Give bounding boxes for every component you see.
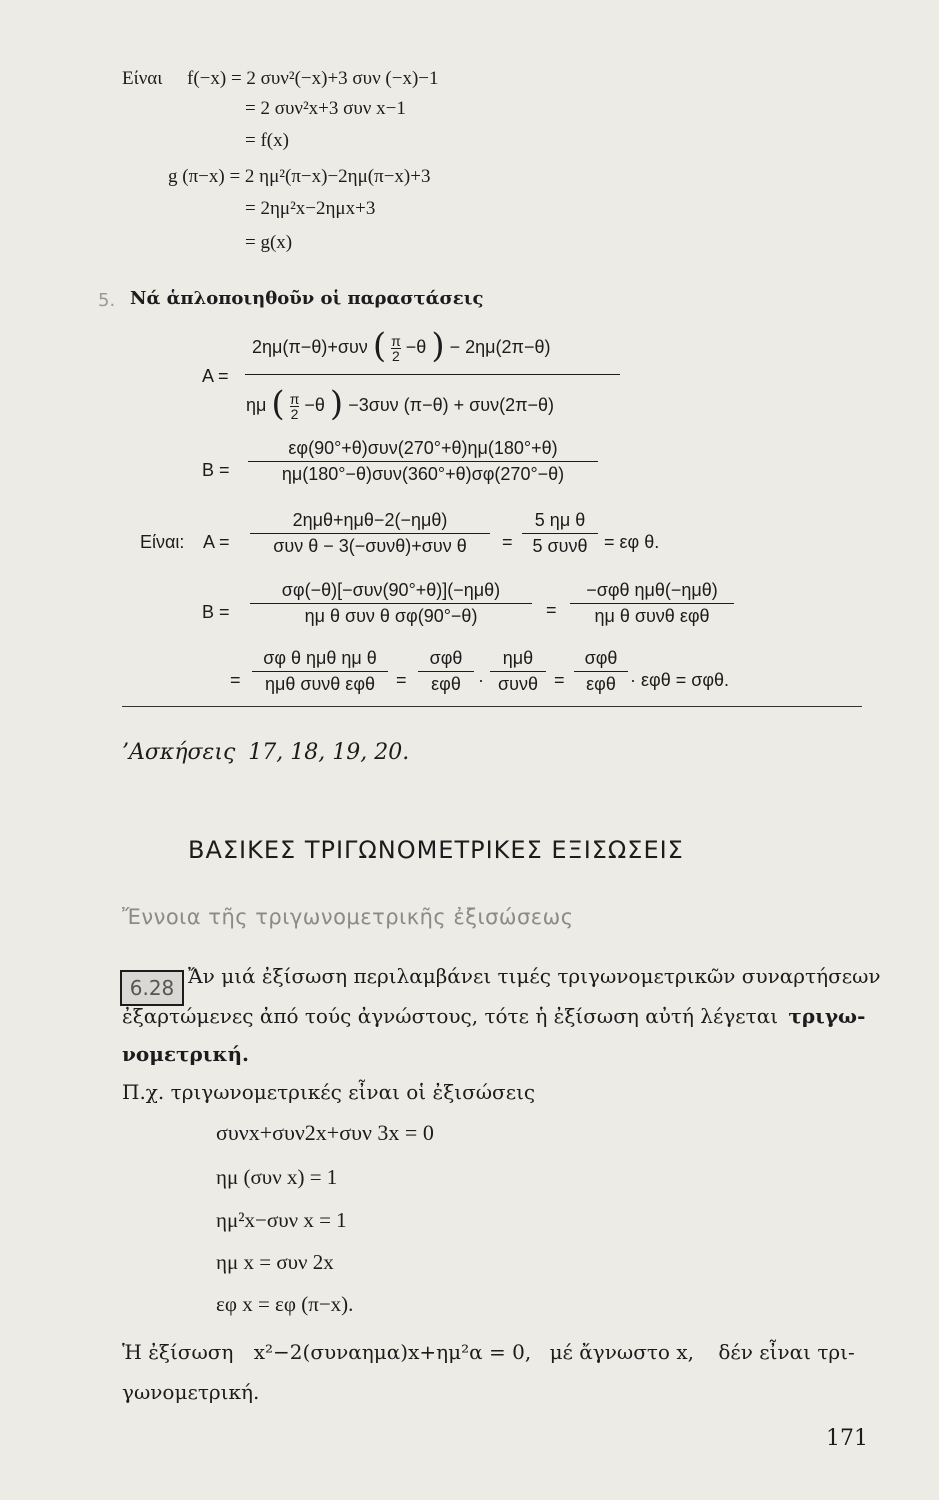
exprB-bar: [248, 461, 598, 462]
section-title: ΒΑΣΙΚΕΣ ΤΡΙΓΩΝΟΜΕΤΡΙΚΕΣ ΕΞΙΣΩΣΕΙΣ: [188, 836, 684, 864]
solA-f1-den: συν θ − 3(−συνθ)+συν θ: [273, 536, 467, 556]
block1-line3: = f(x): [245, 130, 289, 151]
solA-label: A =: [203, 532, 230, 552]
block1-line5: = 2ημ²x−2ημx+3: [245, 198, 376, 219]
exprB-num: εφ(90°+θ)συν(270°+θ)ημ(180°+θ): [288, 438, 558, 458]
solB-dot: ·: [478, 670, 484, 690]
solB-frac3: [252, 648, 388, 695]
example-eq5: εφ x = εφ (π−x).: [216, 1292, 354, 1316]
solA-f1-bar: [250, 533, 490, 534]
exprB-den: ημ(180°−θ)συν(360°+θ)σφ(270°−θ): [281, 464, 565, 484]
para628-line2-text: ἐξαρτώμενες ἀπό τούς ἀγνώστους, τότε ἡ ἐξίσωση αὐτή λέγεται: [122, 1004, 779, 1028]
exprA-den-paren-close: ): [329, 384, 344, 424]
block1-line1-label: Είναι: [122, 68, 163, 89]
solB-label: B =: [202, 602, 230, 622]
exercise5-number: 5.: [98, 290, 116, 311]
solB-f2-den: ημ θ συνθ εφθ: [594, 606, 710, 626]
example-eq3: ημ²x−συν x = 1: [216, 1208, 347, 1232]
para628-term-part1: τριγω-: [788, 1004, 866, 1028]
closing-line1: [122, 1340, 855, 1364]
solB-f1-bar: [250, 603, 532, 604]
para628-line2: [122, 1004, 865, 1028]
solB-frac5: [490, 648, 546, 695]
solB-frac1: [250, 580, 532, 627]
solA-f2-num: 5 ημ θ: [534, 510, 586, 530]
solB-f6-num: σφθ: [584, 648, 618, 668]
para628-line1: Ἄν μιά ἐξίσωση περιλαμβάνει τιμές τριγωνομετρικῶν συναρτήσεων: [188, 964, 881, 988]
solA-f1-num: 2ημθ+ημθ−2(−ημθ): [292, 510, 448, 530]
solB-eq3: =: [554, 670, 565, 690]
solA-result: = εφ θ.: [604, 532, 660, 552]
example-eq4: ημ x = συν 2x: [216, 1250, 334, 1274]
solB-f6-bar: [574, 671, 628, 672]
page-number: 171: [826, 1426, 868, 1451]
solB-f4-bar: [418, 671, 474, 672]
solA-f2-den: 5 συνθ: [532, 536, 588, 556]
exprA-num-frac: [391, 334, 401, 363]
solB-eq1: =: [546, 600, 557, 620]
solB-eq2: =: [396, 670, 407, 690]
solA-f2-bar: [522, 533, 598, 534]
section-divider: [122, 706, 862, 707]
solB-f5-num: ημθ: [502, 648, 534, 668]
solB-f4-num: σφθ: [429, 648, 463, 668]
examples-intro: Π.χ. τριγωνομετρικές εἶναι οἱ ἐξισώσεις: [122, 1080, 536, 1104]
exercises-ref-label: ’Ασκήσεις: [122, 740, 236, 765]
block1-line6: = g(x): [245, 232, 293, 253]
exprA-den-mid: −θ: [304, 395, 325, 415]
solB-frac4: [418, 648, 474, 695]
solB-f5-bar: [490, 671, 546, 672]
exercises-ref: [122, 740, 409, 765]
closing-line2: γωνομετρική.: [122, 1380, 260, 1404]
section-subtitle: Ἔννοια τῆς τριγωνομετρικῆς ἐξισώσεως: [122, 905, 574, 929]
closing-line1-c: μέ ἄγνωστο x,: [549, 1340, 694, 1364]
solA-eq1: =: [502, 532, 513, 552]
block1-line2: = 2 συν²x+3 συν x−1: [245, 98, 406, 119]
exprA-num-right: − 2ημ(2π−θ): [449, 337, 551, 357]
exprA-num-frac-bot: 2: [392, 347, 400, 364]
block1-line4: g (π−x) = 2 ημ²(π−x)−2ημ(π−x)+3: [168, 166, 431, 187]
exprA-label: A =: [202, 366, 229, 386]
solB-f5-den: συνθ: [498, 674, 538, 694]
exprB-label: B =: [202, 460, 230, 480]
exprA-num-left: 2ημ(π−θ)+συν: [252, 337, 368, 357]
exprA-num-paren-close: ): [431, 326, 445, 366]
closing-line1-b: x²−2(συναημα)x+ημ²α = 0,: [253, 1340, 532, 1364]
solB-f3-num: σφ θ ημθ ημ θ: [263, 648, 377, 668]
exprA-numerator: [252, 322, 551, 366]
solB-f6-den: εφθ: [586, 674, 616, 694]
solA-intro: Είναι:: [140, 532, 185, 552]
para628-line3: νομετρική.: [122, 1042, 249, 1066]
exprB-fraction: [248, 438, 598, 485]
solB-f1-num: σφ(−θ)[−συν(90°+θ)](−ημθ): [281, 580, 501, 600]
solA-frac1: [250, 510, 490, 557]
exprA-denominator: [246, 380, 555, 424]
exprA-den-right: −3συν (π−θ) + συν(2π−θ): [348, 395, 555, 415]
example-eq2: ημ (συν x) = 1: [216, 1165, 338, 1189]
solB-f3-bar: [252, 671, 388, 672]
closing-line1-d: δέν εἶναι τρι-: [718, 1340, 855, 1364]
example-eq1: συνx+συν2x+συν 3x = 0: [216, 1120, 434, 1145]
exprA-num-frac-top: π: [391, 332, 401, 349]
solB-f2-bar: [570, 603, 734, 604]
exprA-den-frac-bot: 2: [290, 405, 299, 422]
exprA-den-paren-open: (: [271, 384, 285, 424]
exercise5-text: Νά ἁπλοποιηθοῦν οἱ παραστάσεις: [130, 288, 484, 309]
paragraph-number-box: 6.28: [120, 970, 184, 1006]
exprA-den-frac: [290, 392, 300, 421]
solB-f3-den: ημθ συνθ εφθ: [264, 674, 376, 694]
solB-eq-start: =: [230, 670, 241, 690]
exprA-den-left: ημ: [246, 395, 267, 415]
closing-line1-a: Ἡ ἐξίσωση: [122, 1340, 234, 1364]
exprA-num-paren-open: (: [372, 326, 387, 366]
block1-line1: f(−x) = 2 συν²(−x)+3 συν (−x)−1: [187, 68, 439, 89]
solB-f4-den: εφθ: [431, 674, 461, 694]
solB-frac2: [570, 580, 734, 627]
solB-f2-num: −σφθ ημθ(−ημθ): [586, 580, 718, 600]
exercises-ref-numbers: 17, 18, 19, 20.: [248, 740, 410, 765]
exprA-den-frac-top: π: [289, 390, 300, 407]
solB-result: · εφθ = σφθ.: [630, 670, 730, 690]
solB-frac6: [574, 648, 628, 695]
exprA-fraction-bar: [245, 374, 620, 375]
solA-frac2: [522, 510, 598, 557]
exprA-num-mid: −θ: [405, 337, 427, 357]
solB-f1-den: ημ θ συν θ σφ(90°−θ): [304, 606, 478, 626]
